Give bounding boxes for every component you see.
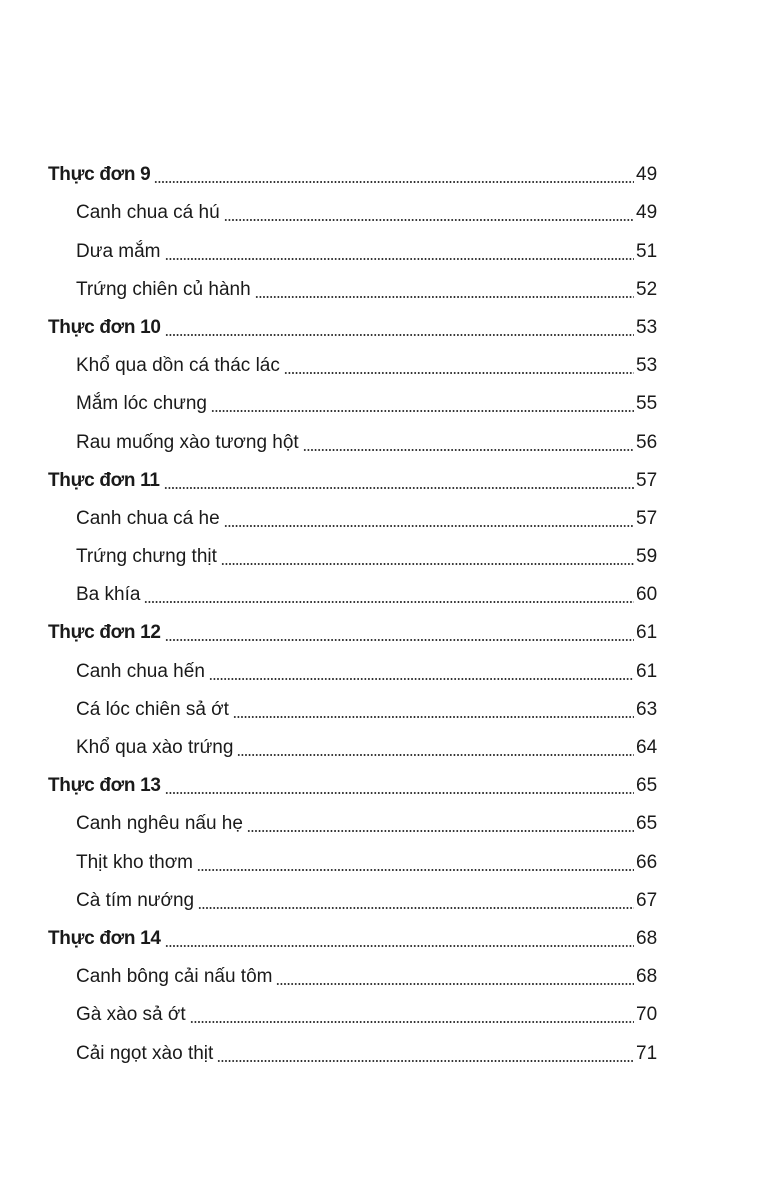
dot-leader: [247, 830, 634, 832]
toc-item: [0, 803, 776, 841]
toc-page-number: 53: [636, 316, 658, 338]
dot-leader: [209, 678, 634, 680]
toc-section: [0, 307, 776, 345]
toc-item: [0, 1032, 776, 1070]
toc-page-number: 60: [636, 584, 658, 606]
toc-page-number: 68: [636, 927, 658, 949]
dot-leader: [255, 296, 634, 298]
toc-item: [0, 269, 776, 307]
dot-leader: [165, 639, 634, 641]
table-of-contents: [0, 154, 776, 1071]
dot-leader: [276, 983, 634, 985]
toc-page-number: 59: [636, 546, 658, 568]
toc-item: [0, 192, 776, 230]
dot-leader: [284, 372, 634, 374]
toc-page-number: 71: [636, 1042, 658, 1064]
toc-item-title: Canh nghêu nấu hẹ: [76, 813, 243, 835]
dot-leader: [233, 716, 634, 718]
toc-section: [0, 612, 776, 650]
toc-item-title: Ba khía: [76, 584, 141, 606]
toc-item: [0, 994, 776, 1032]
dot-leader: [165, 945, 634, 947]
toc-page-number: 55: [636, 393, 658, 415]
toc-page-number: 57: [636, 507, 658, 529]
dot-leader: [165, 792, 634, 794]
toc-item-title: Canh bông cải nấu tôm: [76, 966, 273, 988]
toc-item-title: Trứng chưng thịt: [76, 546, 217, 568]
dot-leader: [144, 601, 634, 603]
toc-section-title: Thực đơn 14: [48, 927, 161, 949]
dot-leader: [165, 258, 634, 260]
dot-leader: [221, 563, 634, 565]
toc-item-title: Cải ngọt xào thịt: [76, 1042, 214, 1064]
toc-page-number: 56: [636, 431, 658, 453]
toc-page-number: 52: [636, 278, 658, 300]
toc-item-title: Canh chua cá hú: [76, 202, 220, 224]
toc-section-title: Thực đơn 13: [48, 775, 161, 797]
toc-page-number: 65: [636, 775, 658, 797]
dot-leader: [303, 449, 634, 451]
toc-page-number: 57: [636, 469, 658, 491]
toc-section-title: Thực đơn 9: [48, 164, 151, 186]
dot-leader: [190, 1021, 634, 1023]
toc-item: [0, 536, 776, 574]
dot-leader: [154, 181, 634, 183]
dot-leader: [224, 525, 634, 527]
dot-leader: [165, 334, 634, 336]
toc-item: [0, 727, 776, 765]
toc-page-number: 63: [636, 698, 658, 720]
toc-page-number: 49: [636, 164, 658, 186]
toc-item-title: Cá lóc chiên sả ớt: [76, 698, 229, 720]
toc-item: [0, 345, 776, 383]
toc-item: [0, 498, 776, 536]
toc-page-number: 67: [636, 889, 658, 911]
toc-section: [0, 460, 776, 498]
toc-item-title: Dưa mắm: [76, 240, 161, 262]
toc-item: [0, 880, 776, 918]
toc-item-title: Canh chua hến: [76, 660, 205, 682]
toc-item: [0, 230, 776, 268]
toc-section-title: Thực đơn 11: [48, 469, 160, 491]
dot-leader: [198, 907, 634, 909]
toc-section-title: Thực đơn 12: [48, 622, 161, 644]
toc-page-number: 51: [636, 240, 658, 262]
toc-item: [0, 650, 776, 688]
toc-page-number: 53: [636, 355, 658, 377]
toc-page-number: 65: [636, 813, 658, 835]
toc-section: [0, 154, 776, 192]
dot-leader: [224, 219, 634, 221]
toc-item-title: Canh chua cá he: [76, 507, 220, 529]
toc-page-number: 70: [636, 1004, 658, 1026]
toc-section: [0, 918, 776, 956]
dot-leader: [164, 487, 634, 489]
toc-item-title: Mắm lóc chưng: [76, 393, 207, 415]
toc-item: [0, 841, 776, 879]
toc-item: [0, 689, 776, 727]
dot-leader: [197, 869, 634, 871]
toc-item: [0, 383, 776, 421]
toc-item: [0, 574, 776, 612]
toc-page-number: 61: [636, 622, 658, 644]
toc-page-number: 66: [636, 851, 658, 873]
toc-item-title: Khổ qua xào trứng: [76, 737, 234, 758]
toc-page-number: 68: [636, 966, 658, 988]
toc-item-title: Thịt kho thơm: [76, 851, 193, 873]
dot-leader: [237, 754, 634, 756]
toc-item-title: Khổ qua dồn cá thác lác: [76, 355, 280, 377]
toc-section-title: Thực đơn 10: [48, 316, 161, 338]
toc-page-number: 49: [636, 202, 658, 224]
toc-item-title: Gà xào sả ớt: [76, 1004, 186, 1026]
dot-leader: [211, 410, 634, 412]
toc-page-number: 64: [636, 737, 658, 758]
toc-item-title: Rau muống xào tương hột: [76, 431, 299, 453]
dot-leader: [217, 1060, 634, 1062]
toc-page-number: 61: [636, 660, 658, 682]
toc-item-title: Trứng chiên củ hành: [76, 278, 251, 300]
toc-item-title: Cà tím nướng: [76, 889, 195, 911]
toc-section: [0, 765, 776, 803]
toc-item: [0, 956, 776, 994]
toc-item: [0, 421, 776, 459]
